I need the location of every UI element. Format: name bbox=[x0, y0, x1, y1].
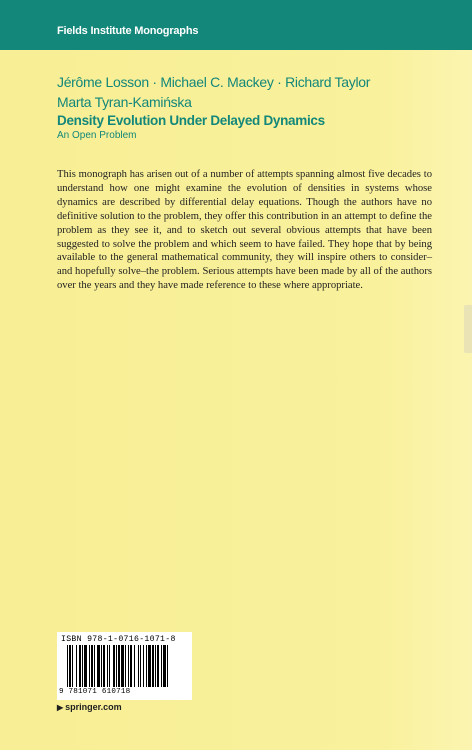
barcode-bar bbox=[157, 645, 159, 687]
barcode-bar bbox=[148, 645, 151, 687]
barcode-bar bbox=[128, 645, 129, 687]
author-name: Jérôme Losson bbox=[57, 74, 149, 90]
barcode-bar bbox=[67, 645, 68, 687]
author-separator: · bbox=[148, 74, 161, 90]
barcode-bar bbox=[89, 645, 90, 687]
barcode-bar bbox=[91, 645, 93, 687]
isbn-label: ISBN 978-1-0716-1071-8 bbox=[61, 635, 176, 644]
author-line-2: Marta Tyran-Kamińska bbox=[57, 94, 192, 110]
author-list bbox=[57, 72, 370, 112]
author-separator: · bbox=[273, 74, 286, 90]
barcode-bar bbox=[155, 645, 156, 687]
barcode-bar bbox=[125, 645, 126, 687]
barcode-bar bbox=[161, 645, 162, 687]
series-name: Fields Institute Monographs bbox=[57, 25, 199, 37]
publisher-website-label: springer.com bbox=[65, 702, 122, 712]
barcode-bar bbox=[163, 645, 166, 687]
publisher-website[interactable] bbox=[57, 702, 122, 712]
barcode-bar bbox=[82, 645, 83, 687]
barcode-bar bbox=[118, 645, 120, 687]
back-cover-blurb: This monograph has arisen out of a number of attempts spanning almost five decades to understand how one might examine the evolution of densities in systems whose dynamics are described by differential delay equations. Though the authors have no definitive solution to the problem, they offer this contribution in an attempt to define the problem as they see it, and to sketch out several obvious attempts that have been suggested to solve the problem and which seem to have failed. They hope that by being available to the general mathematical community, they will inspire others to consider–and hopefully solve–the problem. Serious attempts have been made by all of the authors over the years and they have made reference to these where appropriate. bbox=[57, 169, 432, 292]
isbn-barcode-box bbox=[57, 632, 192, 700]
triangle-right-icon: ▶ bbox=[57, 703, 64, 712]
barcode-bar bbox=[116, 645, 117, 687]
author-line-1 bbox=[57, 72, 370, 92]
author-name: Richard Taylor bbox=[285, 74, 371, 90]
barcode-bar bbox=[107, 645, 108, 687]
book-title: Density Evolution Under Delayed Dynamics bbox=[57, 113, 325, 128]
barcode-bar bbox=[113, 645, 115, 687]
barcode-bar bbox=[76, 645, 77, 687]
barcode-bar bbox=[103, 645, 105, 687]
barcode-bar bbox=[130, 645, 132, 687]
barcode-bar bbox=[152, 645, 154, 687]
book-subtitle: An Open Problem bbox=[57, 130, 137, 141]
barcode-bar bbox=[109, 645, 110, 687]
barcode-bar bbox=[72, 645, 73, 687]
barcode-bar bbox=[146, 645, 147, 687]
author-name: Michael C. Mackey bbox=[160, 74, 274, 90]
barcode-bar bbox=[101, 645, 102, 687]
series-header-band bbox=[0, 0, 472, 50]
barcode-bar bbox=[97, 645, 100, 687]
barcode-bar bbox=[167, 645, 168, 687]
barcode-bar bbox=[134, 645, 135, 687]
barcode-icon bbox=[59, 645, 190, 688]
barcode-bar bbox=[69, 645, 71, 687]
barcode-bar bbox=[94, 645, 95, 687]
barcode-bar bbox=[84, 645, 87, 687]
barcode-digits: 9 781071 610718 bbox=[59, 688, 131, 696]
barcode-bar bbox=[79, 645, 81, 687]
barcode-bar bbox=[121, 645, 124, 687]
barcode-bar bbox=[143, 645, 144, 687]
scroll-edge-marker bbox=[464, 305, 472, 353]
barcode-bar bbox=[138, 645, 139, 687]
barcode-bar bbox=[140, 645, 141, 687]
